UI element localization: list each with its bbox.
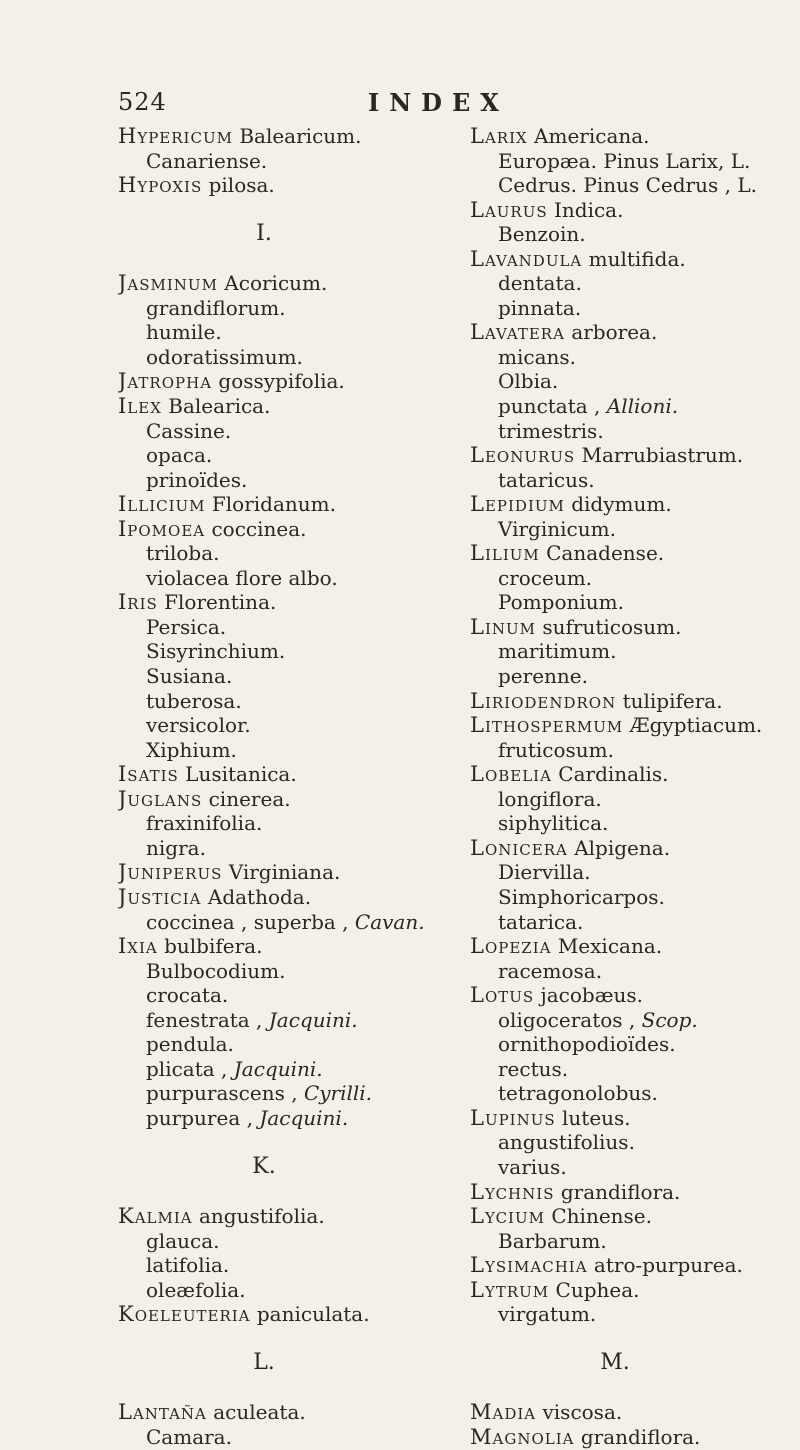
- blank-line: [470, 1327, 800, 1352]
- index-entry: [118, 369, 450, 394]
- species-name: tulipifera.: [622, 688, 723, 713]
- species-name: Floridanum.: [211, 492, 336, 517]
- species-name: viscosa.: [542, 1400, 623, 1425]
- index-subentry: [470, 1008, 800, 1033]
- species-name: prinoïdes.: [146, 467, 248, 492]
- species-name: multifida.: [588, 246, 686, 271]
- index-subentry: [118, 1253, 450, 1278]
- species-name: Benzoin.: [498, 222, 586, 247]
- genus-name: Leonurus: [470, 443, 576, 468]
- index-subentry: [470, 1155, 800, 1180]
- index-entry: [118, 860, 450, 885]
- species-name: dentata.: [498, 271, 582, 296]
- species-name: virgatum.: [498, 1302, 597, 1327]
- species-name: Virginicum.: [498, 516, 616, 541]
- section-letter: L.: [253, 1351, 275, 1376]
- species-name: Diervilla.: [498, 860, 591, 885]
- index-subentry: [118, 983, 450, 1008]
- index-entry: [470, 1400, 800, 1425]
- index-entry: [470, 983, 800, 1008]
- section-letter: K.: [252, 1154, 276, 1179]
- species-name: didymum.: [571, 492, 672, 517]
- index-subentry: [470, 296, 800, 321]
- genus-name: Kalmia: [118, 1204, 193, 1229]
- genus-name: Iris: [118, 590, 158, 615]
- species-name: Pomponium.: [498, 590, 624, 615]
- index-subentry: [118, 296, 450, 321]
- species-name: Europæa. Pinus Larix, L.: [498, 148, 751, 173]
- index-subentry: [470, 787, 800, 812]
- genus-name: Lavandula: [470, 246, 583, 271]
- index-subentry: [470, 517, 800, 542]
- index-entry: [470, 713, 800, 738]
- species-name: Cassine.: [146, 418, 232, 443]
- index-subentry: [470, 345, 800, 370]
- index-entry: [118, 517, 450, 542]
- species-name: Simphoricarpos.: [498, 884, 665, 909]
- index-subentry: [118, 149, 450, 174]
- index-subentry: [118, 541, 450, 566]
- author-name: Cavan.: [354, 909, 425, 934]
- genus-name: Lepidium: [470, 492, 565, 517]
- species-name: sufruticosum.: [542, 614, 682, 639]
- author-name: Jacquini.: [268, 1007, 358, 1032]
- index-subentry: [118, 443, 450, 468]
- index-subentry: [118, 320, 450, 345]
- genus-name: Jasminum: [118, 271, 218, 296]
- genus-name: Ipomoea: [118, 516, 206, 541]
- species-name: luteus.: [562, 1105, 631, 1130]
- index-entry: [470, 615, 800, 640]
- species-name: Americana.: [534, 124, 650, 148]
- index-column-right: [470, 124, 800, 1450]
- species-name: Indica.: [554, 197, 624, 222]
- species-name: coccinea.: [211, 516, 307, 541]
- species-name: odoratissimum.: [146, 344, 303, 369]
- author-name: Allioni.: [606, 394, 679, 419]
- index-subentry: [118, 1008, 450, 1033]
- species-name: atro-purpurea.: [593, 1253, 743, 1278]
- species-name: Adathoda.: [207, 884, 312, 909]
- index-subentry: [470, 419, 800, 444]
- species-name: Balearica.: [168, 394, 271, 419]
- index-subentry: [118, 345, 450, 370]
- index-entry: [118, 1400, 450, 1425]
- index-subentry: [470, 1229, 800, 1254]
- species-name: crocata.: [146, 983, 229, 1008]
- genus-name: Lychnis: [470, 1179, 555, 1204]
- index-entry: [470, 1425, 800, 1450]
- species-name: Sisyrinchium.: [146, 639, 286, 664]
- index-subentry: [470, 590, 800, 615]
- genus-name: Isatis: [118, 762, 179, 787]
- index-entry: [118, 1204, 450, 1229]
- index-entry: [470, 1278, 800, 1303]
- author-name: Scop.: [641, 1007, 698, 1032]
- species-name: latifolia.: [146, 1253, 230, 1278]
- index-subentry: [118, 713, 450, 738]
- blank-line: [470, 1376, 800, 1401]
- index-subentry: [470, 959, 800, 984]
- index-entry: [470, 1204, 800, 1229]
- index-entry: [470, 1106, 800, 1131]
- species-name: Balearicum.: [239, 124, 362, 148]
- index-subentry: [470, 566, 800, 591]
- genus-name: Linum: [470, 614, 536, 639]
- species-name: fruticosum.: [498, 737, 614, 762]
- index-entry: [470, 541, 800, 566]
- index-subentry: [470, 149, 800, 174]
- genus-name: Lantaña: [118, 1400, 207, 1425]
- index-entry: [470, 1253, 800, 1278]
- index-entry: [118, 1302, 450, 1327]
- species-name: Persica.: [146, 614, 227, 639]
- genus-name: Lotus: [470, 983, 535, 1008]
- index-entry: [118, 762, 450, 787]
- index-entry: [470, 836, 800, 861]
- species-name: racemosa.: [498, 958, 603, 983]
- species-name: plicata ,: [146, 1056, 228, 1081]
- blank-line: [118, 1130, 450, 1155]
- species-name: opaca.: [146, 443, 213, 468]
- index-subentry: [118, 1057, 450, 1082]
- species-name: perenne.: [498, 664, 588, 689]
- index-column-left: [118, 124, 450, 1450]
- index-subentry: [118, 1032, 450, 1057]
- index-subentry: [470, 885, 800, 910]
- species-name: grandiflora.: [580, 1424, 701, 1449]
- species-name: pilosa.: [208, 173, 275, 198]
- index-subentry: [118, 639, 450, 664]
- genus-name: Juniperus: [118, 860, 223, 885]
- species-name: croceum.: [498, 565, 593, 590]
- species-name: tuberosa.: [146, 688, 242, 713]
- author-name: Jacquini.: [259, 1105, 349, 1130]
- index-subentry: [470, 1032, 800, 1057]
- species-name: Lusitanica.: [185, 762, 297, 787]
- species-name: purpurascens ,: [146, 1081, 298, 1106]
- index-subentry: [118, 738, 450, 763]
- genus-name: Magnolia: [470, 1424, 575, 1449]
- species-name: tataricus.: [498, 467, 595, 492]
- species-name: Cedrus. Pinus Cedrus , L.: [498, 173, 757, 198]
- species-name: violacea flore albo.: [146, 565, 338, 590]
- species-name: Olbia.: [498, 369, 559, 394]
- index-subentry: [118, 959, 450, 984]
- blank-line: [118, 1376, 450, 1401]
- index-subentry: [118, 566, 450, 591]
- genus-name: Lysimachia: [470, 1253, 588, 1278]
- index-subentry: [118, 836, 450, 861]
- index-subentry: [118, 468, 450, 493]
- genus-name: Hypoxis: [118, 173, 203, 198]
- genus-name: Hypericum: [118, 124, 233, 148]
- species-name: Marrubiastrum.: [581, 443, 744, 468]
- index-subentry: [118, 1278, 450, 1303]
- index-entry: [118, 885, 450, 910]
- species-name: tatarica.: [498, 909, 584, 934]
- species-name: tetragonolobus.: [498, 1081, 658, 1106]
- genus-name: Koeleuteria: [118, 1302, 251, 1327]
- species-name: Alpigena.: [574, 835, 671, 860]
- species-name: arborea.: [571, 320, 658, 345]
- index-subentry: [470, 664, 800, 689]
- species-name: Xiphium.: [146, 737, 237, 762]
- genus-name: Illicium: [118, 492, 206, 517]
- genus-name: Lavatera: [470, 320, 565, 345]
- genus-name: Madia: [470, 1400, 537, 1425]
- species-name: Ægyptiacum.: [629, 713, 763, 738]
- species-name: Bulbocodium.: [146, 958, 286, 983]
- genus-name: Liriodendron: [470, 688, 617, 713]
- species-name: longiflora.: [498, 786, 602, 811]
- genus-name: Lytrum: [470, 1277, 550, 1302]
- species-name: ornithopodioïdes.: [498, 1032, 676, 1057]
- index-entry: [118, 394, 450, 419]
- index-subentry: [470, 910, 800, 935]
- index-subentry: [470, 369, 800, 394]
- genus-name: Lupinus: [470, 1105, 556, 1130]
- species-name: Mexicana.: [557, 934, 663, 959]
- index-entry: [470, 1180, 800, 1205]
- index-subentry: [118, 1081, 450, 1106]
- genus-name: Ilex: [118, 394, 162, 419]
- genus-name: Ixia: [118, 934, 158, 959]
- index-entry: [470, 762, 800, 787]
- genus-name: Lilium: [470, 541, 540, 566]
- species-name: Susiana.: [146, 664, 233, 689]
- index-entry: [470, 689, 800, 714]
- species-name: purpurea ,: [146, 1105, 253, 1130]
- species-name: trimestris.: [498, 418, 604, 443]
- index-subentry: [118, 1106, 450, 1131]
- species-name: bulbifera.: [164, 934, 263, 959]
- species-name: grandiflorum.: [146, 295, 286, 320]
- species-name: micans.: [498, 344, 576, 369]
- genus-name: Laurus: [470, 197, 548, 222]
- species-name: angustifolius.: [498, 1130, 635, 1155]
- index-subentry: [470, 1130, 800, 1155]
- blank-line: [118, 247, 450, 272]
- index-entry: [118, 590, 450, 615]
- index-entry: [118, 492, 450, 517]
- species-name: oligoceratos ,: [498, 1007, 636, 1032]
- index-subentry: [470, 1302, 800, 1327]
- species-name: pinnata.: [498, 295, 582, 320]
- species-name: rectus.: [498, 1056, 569, 1081]
- index-subentry: [470, 271, 800, 296]
- genus-name: Larix: [470, 124, 528, 148]
- species-name: Florentina.: [164, 590, 277, 615]
- index-subentry: [470, 860, 800, 885]
- species-name: humile.: [146, 320, 222, 345]
- index-subentry: [470, 639, 800, 664]
- index-entry: [470, 934, 800, 959]
- index-subentry: [118, 615, 450, 640]
- species-name: paniculata.: [256, 1302, 370, 1327]
- species-name: jacobæus.: [540, 983, 644, 1008]
- genus-name: Juglans: [118, 786, 203, 811]
- species-name: Barbarum.: [498, 1228, 607, 1253]
- index-subentry: [118, 419, 450, 444]
- species-name: punctata ,: [498, 394, 601, 419]
- index-subentry: [118, 910, 450, 935]
- genus-name: Lonicera: [470, 835, 568, 860]
- species-name: oleæfolia.: [146, 1277, 246, 1302]
- index-entry: [118, 173, 450, 198]
- species-name: Cuphea.: [555, 1277, 640, 1302]
- species-name: fenestrata ,: [146, 1007, 263, 1032]
- index-entry: [470, 124, 800, 149]
- genus-name: Lycium: [470, 1204, 545, 1229]
- index-subentry: [118, 664, 450, 689]
- index-entry: [470, 247, 800, 272]
- index-entry: [470, 443, 800, 468]
- genus-name: Lopezia: [470, 934, 552, 959]
- index-subentry: [470, 1081, 800, 1106]
- species-name: nigra.: [146, 835, 206, 860]
- species-name: maritimum.: [498, 639, 617, 664]
- index-subentry: [118, 689, 450, 714]
- index-subentry: [118, 1425, 450, 1450]
- species-name: cinerea.: [208, 786, 291, 811]
- species-name: Virginiana.: [228, 860, 341, 885]
- index-entry: [118, 787, 450, 812]
- blank-line: [118, 1180, 450, 1205]
- author-name: Jacquini.: [233, 1056, 323, 1081]
- species-name: Chinense.: [551, 1204, 652, 1229]
- index-entry: [118, 124, 450, 149]
- genus-name: Lobelia: [470, 762, 552, 787]
- index-subentry: [470, 222, 800, 247]
- species-name: Canariense.: [146, 148, 268, 173]
- species-name: Acoricum.: [224, 271, 328, 296]
- genus-name: Jatropha: [118, 369, 213, 394]
- species-name: pendula.: [146, 1032, 234, 1057]
- blank-line: [118, 1327, 450, 1352]
- species-name: versicolor.: [146, 713, 251, 738]
- species-name: Camara.: [146, 1424, 232, 1449]
- species-name: gossypifolia.: [218, 369, 345, 394]
- species-name: siphylitica.: [498, 811, 609, 836]
- index-entry: [118, 934, 450, 959]
- species-name: fraxinifolia.: [146, 811, 263, 836]
- index-subentry: [470, 173, 800, 198]
- index-subentry: [470, 394, 800, 419]
- index-subentry: [470, 811, 800, 836]
- species-name: varius.: [498, 1154, 567, 1179]
- section-letter: M.: [600, 1351, 630, 1376]
- index-subentry: [470, 738, 800, 763]
- index-entry: [118, 271, 450, 296]
- section-letter: I.: [256, 222, 272, 247]
- species-name: angustifolia.: [198, 1204, 325, 1229]
- species-name: coccinea , superba ,: [146, 909, 349, 934]
- index-entry: [470, 492, 800, 517]
- page-number: 524: [118, 88, 167, 116]
- running-title: INDEX: [368, 88, 509, 117]
- page-header: [0, 88, 800, 122]
- species-name: aculeata.: [213, 1400, 306, 1425]
- blank-line: [118, 198, 450, 223]
- species-name: grandiflora.: [560, 1179, 681, 1204]
- index-entry: [470, 198, 800, 223]
- index-subentry: [118, 1229, 450, 1254]
- species-name: Cardinalis.: [558, 762, 669, 787]
- index-subentry: [470, 1057, 800, 1082]
- genus-name: Justicia: [118, 884, 202, 909]
- index-subentry: [470, 468, 800, 493]
- index-entry: [470, 320, 800, 345]
- species-name: glauca.: [146, 1228, 220, 1253]
- species-name: Canadense.: [546, 541, 665, 566]
- index-subentry: [118, 811, 450, 836]
- species-name: triloba.: [146, 541, 220, 566]
- genus-name: Lithospermum: [470, 713, 624, 738]
- author-name: Cyrilli.: [303, 1081, 373, 1106]
